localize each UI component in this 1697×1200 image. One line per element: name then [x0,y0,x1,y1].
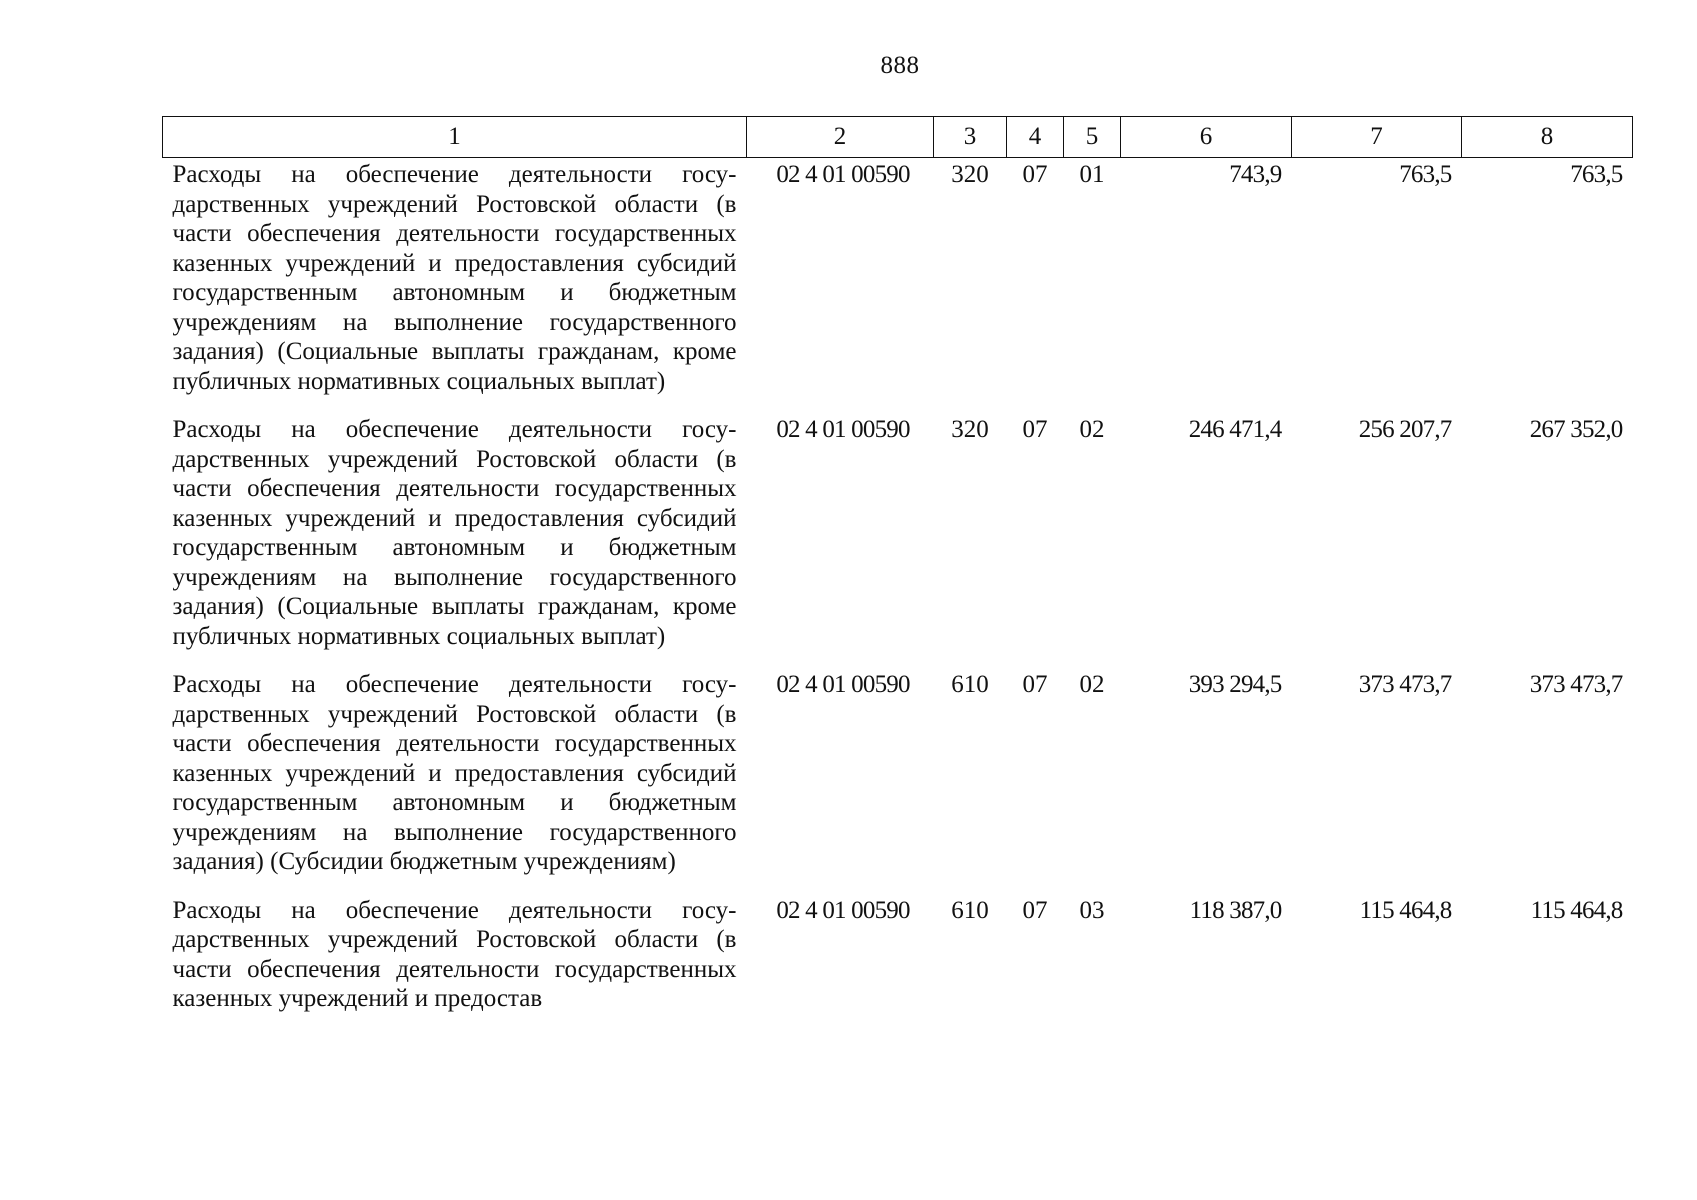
header-col-5: 5 [1064,117,1121,158]
row-value-8: 763,5 [1570,161,1623,188]
row-description: Расходы на обеспечение деятельности государственных учреждений Ростовской области (в части обеспечения деятельности государственных казенных учреждений и предоставления субсидий государственным автономным и бюджетным учреждениям на выполнение государственного задания) (Социальные выплаты гражданам, кроме публичных нормативных социальных выплат) [172,416,737,650]
table-row [163,894,1633,1031]
row-subsection: 01 [1079,161,1105,188]
row-value-8: 373 473,7 [1529,671,1623,698]
table-header [163,117,1633,158]
row-value-8: 115 464,8 [1530,896,1623,924]
budget-table [162,116,1633,1031]
row-value-6: 743,9 [1229,161,1282,188]
row-subsection: 03 [1079,896,1105,924]
row-expense-type: 320 [951,416,989,443]
row-description: Расходы на обеспечение деятельности государственных учреждений Ростовской области (в части обеспечения деятельности государственных казенных учреждений и предоставления субсидий государственным автономным и бюджетным учреждениям на выполнение государственного задания) (Социальные выплаты гражданам, кроме публичных нормативных социальных выплат) [172,161,737,395]
row-value-6: 118 387,0 [1189,896,1282,924]
table-row [163,158,1633,414]
row-section: 07 [1022,161,1048,188]
header-col-4: 4 [1007,117,1064,158]
row-value-7: 373 473,7 [1358,671,1452,698]
page-number: 888 [880,52,920,79]
row-value-7: 763,5 [1399,161,1452,188]
header-col-3: 3 [934,117,1007,158]
row-section: 07 [1022,416,1048,443]
table-body [163,158,1633,1031]
row-description: Расходы на обеспечение деятельности государственных учреждений Ростовской области (в части обеспечения деятельности государственных казенных учреждений и предостав [172,896,737,1012]
row-value-7: 256 207,7 [1358,416,1452,443]
table-row [163,413,1633,668]
table-row [163,668,1633,894]
row-target-code: 02 4 01 00590 [776,671,910,698]
row-value-6: 393 294,5 [1188,671,1282,698]
row-expense-type: 610 [951,671,989,698]
header-col-1: 1 [163,117,747,158]
row-subsection: 02 [1079,416,1105,443]
row-expense-type: 610 [951,896,989,924]
row-value-6: 246 471,4 [1188,416,1282,443]
header-col-7: 7 [1292,117,1462,158]
header-row [163,117,1633,158]
row-value-7: 115 464,8 [1359,896,1452,924]
header-col-6: 6 [1121,117,1292,158]
row-description: Расходы на обеспечение деятельности государственных учреждений Ростовской области (в части обеспечения деятельности государственных казенных учреждений и предоставления субсидий государственным автономным и бюджетным учреждениям на выполнение государственного задания) (Субсидии бюджетным учреждениям) [172,671,737,875]
row-expense-type: 320 [951,161,989,188]
row-target-code: 02 4 01 00590 [776,416,910,443]
row-section: 07 [1022,671,1048,698]
row-target-code: 02 4 01 00590 [776,896,910,924]
header-col-2: 2 [747,117,934,158]
row-target-code: 02 4 01 00590 [776,161,910,188]
header-col-8: 8 [1462,117,1633,158]
row-section: 07 [1022,896,1048,924]
row-value-8: 267 352,0 [1529,416,1623,443]
row-subsection: 02 [1079,671,1105,698]
